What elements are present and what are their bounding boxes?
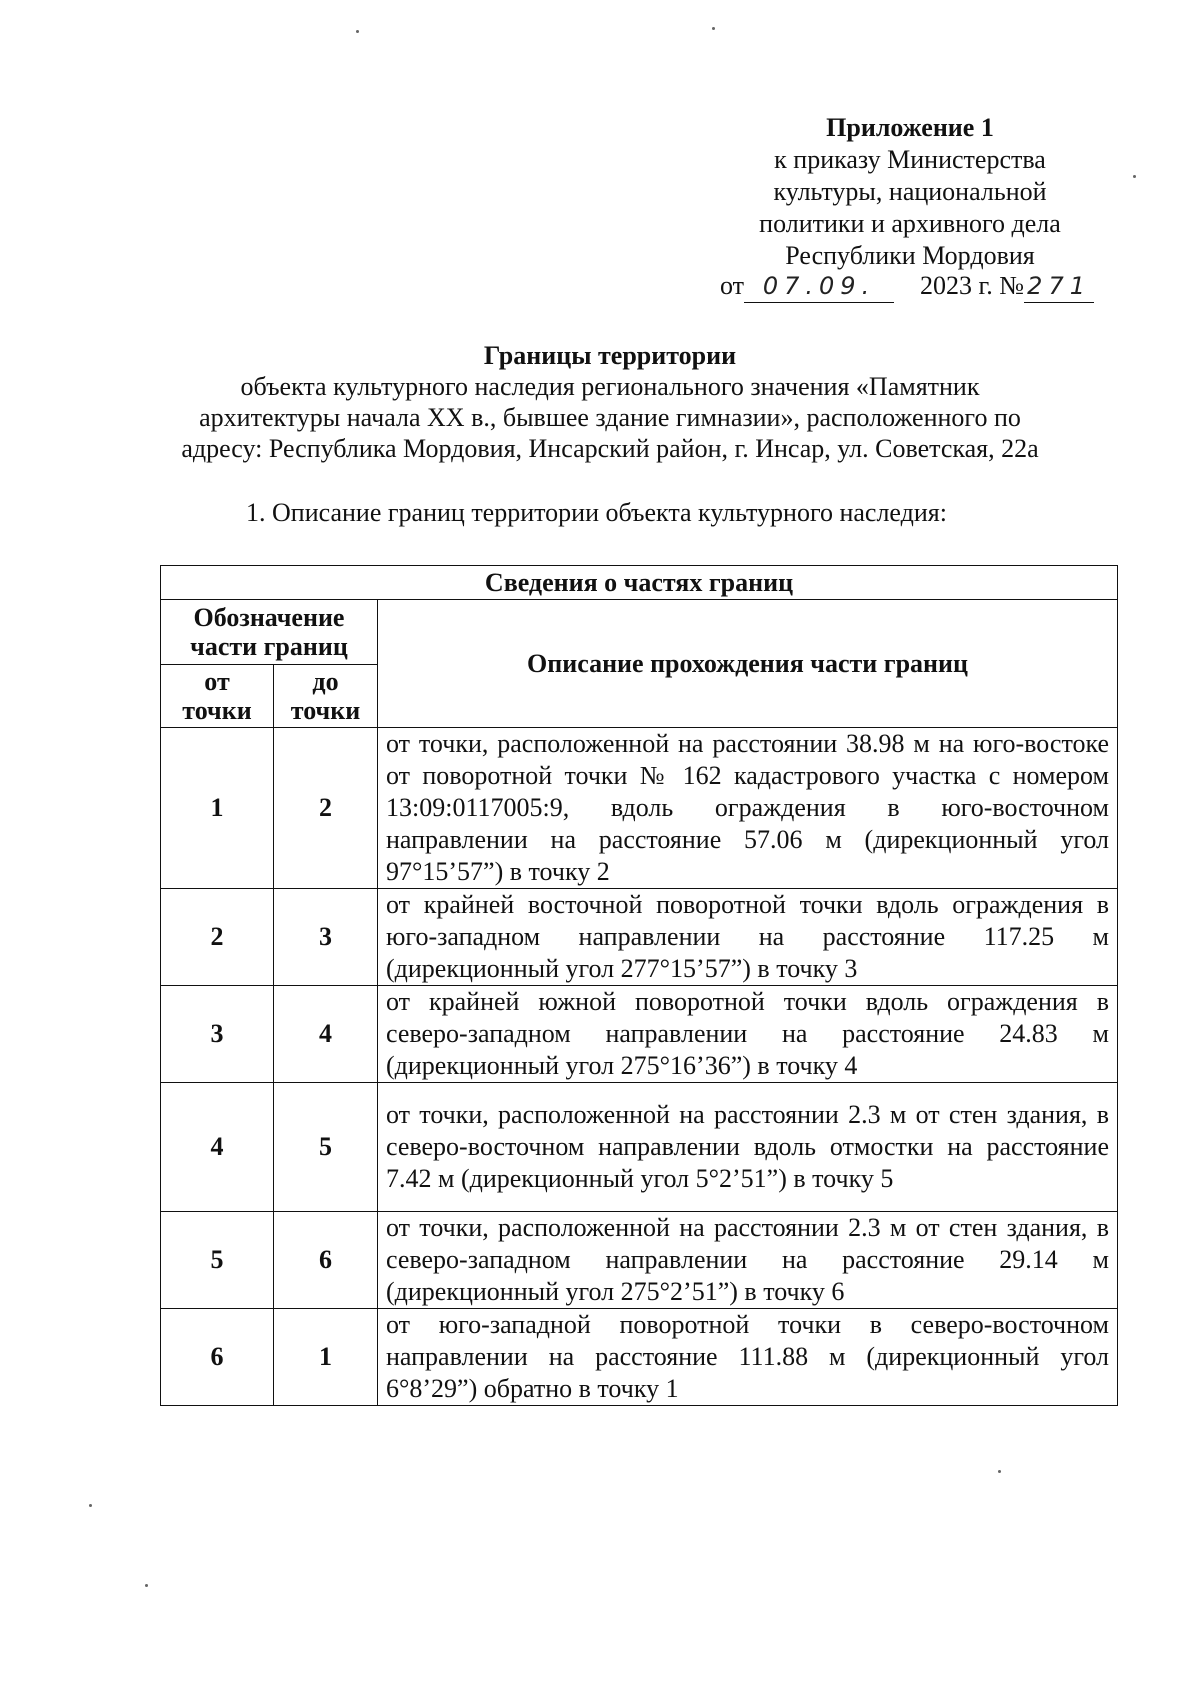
cell-from: 6 xyxy=(161,1309,274,1406)
cell-to: 5 xyxy=(274,1083,378,1212)
column-header-from: от точки xyxy=(161,665,274,728)
table-row xyxy=(161,1212,1118,1309)
heading-line: адресу: Республика Мордовия, Инсарский район, г. Инсар, ул. Советская, 22а xyxy=(181,434,1039,463)
date-prefix: от xyxy=(720,271,745,300)
scan-speck xyxy=(998,1470,1001,1473)
cell-to: 1 xyxy=(274,1309,378,1406)
appendix-block xyxy=(700,112,1120,272)
appendix-line: культуры, национальной xyxy=(773,177,1047,206)
scan-speck xyxy=(712,27,715,30)
cell-to: 2 xyxy=(274,728,378,889)
appendix-title: Приложение 1 xyxy=(826,113,994,142)
column-header-designation: Обозначение части границ xyxy=(161,600,378,665)
cell-description: от крайней восточной поворотной точки вдоль ограждения в юго-западном направлении на расстояние 117.25 м (дирекционный угол 277°15’57”) в точку 3 xyxy=(378,889,1118,986)
document-title: Границы территории xyxy=(483,341,737,370)
appendix-line: Республики Мордовия xyxy=(785,241,1035,270)
document-heading xyxy=(150,340,1070,464)
order-date-number xyxy=(720,270,1140,303)
heading-line: архитектуры начала XX в., бывшее здание гимназии», расположенного по xyxy=(199,403,1021,432)
handwritten-number: 271 xyxy=(1024,270,1094,303)
cell-to: 3 xyxy=(274,889,378,986)
table-row xyxy=(161,986,1118,1083)
table-caption: Сведения о частях границ xyxy=(161,566,1118,600)
cell-from: 4 xyxy=(161,1083,274,1212)
cell-description: от точки, расположенной на расстоянии 38.98 м на юго-востоке от поворотной точки № 162 кадастрового участка с номером 13:09:0117005:9, вдоль ограждения в юго-восточном направлении на расстояние 57.06 м (дирекционный угол 97°15’57”) в точку 2 xyxy=(378,728,1118,889)
scan-speck xyxy=(1133,175,1136,178)
cell-to: 6 xyxy=(274,1212,378,1309)
cell-description: от юго-западной поворотной точки в северо-восточном направлении на расстояние 111.88 м (дирекционный угол 6°8’29”) обратно в точку 1 xyxy=(378,1309,1118,1406)
cell-from: 1 xyxy=(161,728,274,889)
table-row xyxy=(161,728,1118,889)
cell-to: 4 xyxy=(274,986,378,1083)
table-row xyxy=(161,1309,1118,1406)
heading-line: объекта культурного наследия регионального значения «Памятник xyxy=(240,372,980,401)
cell-from: 5 xyxy=(161,1212,274,1309)
column-header-to: до точки xyxy=(274,665,378,728)
column-header-description: Описание прохождения части границ xyxy=(378,600,1118,728)
cell-description: от точки, расположенной на расстоянии 2.3 м от стен здания, в северо-восточном направлении вдоль отмостки на расстояние 7.42 м (дирекционный угол 5°2’51”) в точку 5 xyxy=(378,1083,1118,1212)
table-row xyxy=(161,1083,1118,1212)
year-text: 2023 г. № xyxy=(920,271,1025,300)
boundaries-table xyxy=(160,565,1118,1406)
cell-from: 2 xyxy=(161,889,274,986)
table-row xyxy=(161,889,1118,986)
appendix-line: политики и архивного дела xyxy=(759,209,1061,238)
cell-description: от крайней южной поворотной точки вдоль ограждения в северо-западном направлении на расстояние 24.83 м (дирекционный угол 275°16’36”) в точку 4 xyxy=(378,986,1118,1083)
section-title: 1. Описание границ территории объекта культурного наследия: xyxy=(246,498,947,527)
scan-speck xyxy=(89,1504,92,1507)
cell-description: от точки, расположенной на расстоянии 2.3 м от стен здания, в северо-западном направлении на расстояние 29.14 м (дирекционный угол 275°2’51”) в точку 6 xyxy=(378,1212,1118,1309)
handwritten-date: 07.09. xyxy=(744,270,894,303)
scan-speck xyxy=(145,1584,148,1587)
appendix-line: к приказу Министерства xyxy=(774,145,1046,174)
cell-from: 3 xyxy=(161,986,274,1083)
scan-speck xyxy=(356,30,359,33)
